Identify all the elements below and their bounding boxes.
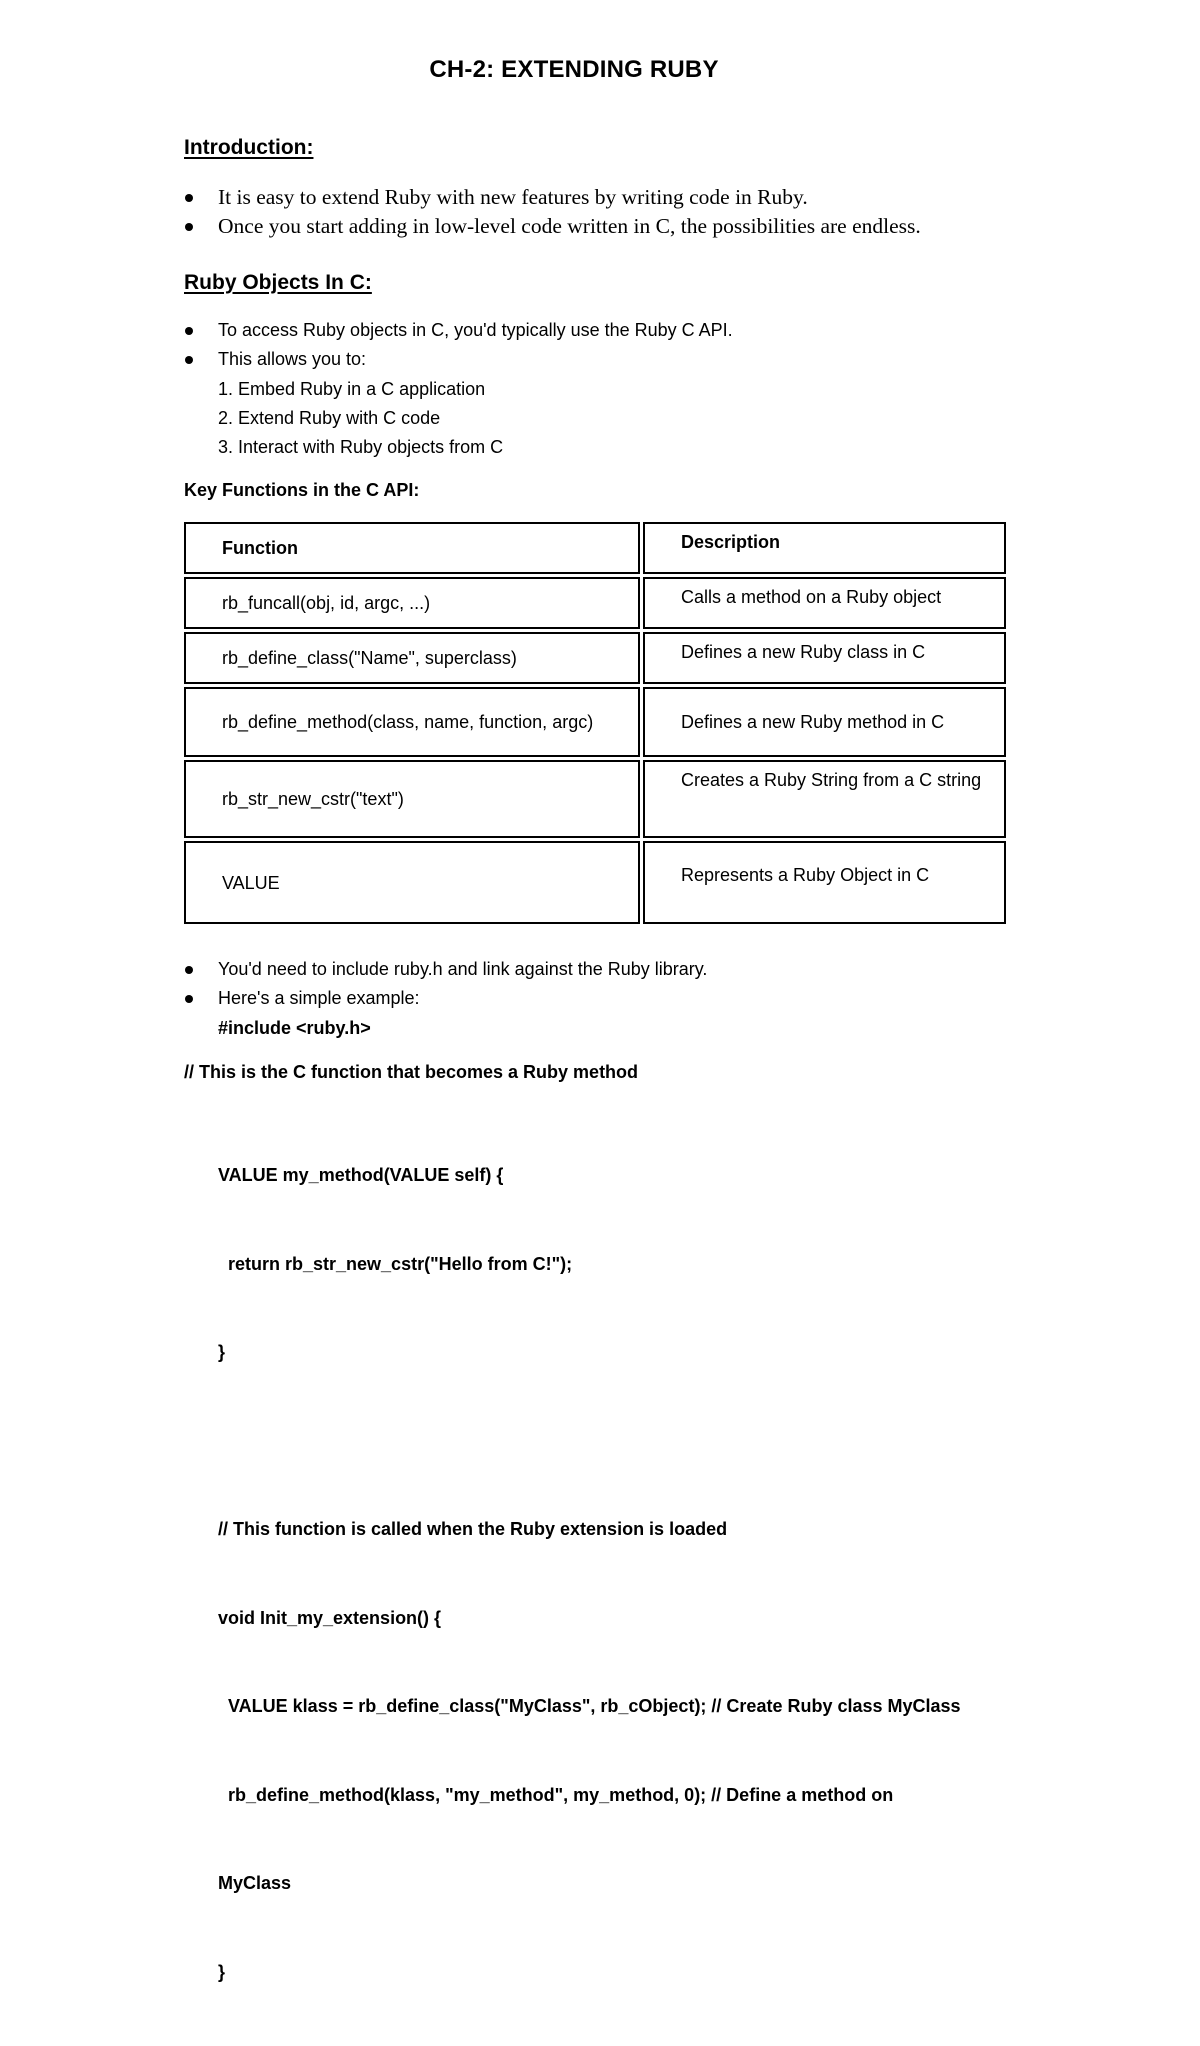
table-cell-function: rb_define_method(class, name, function, argc) <box>184 687 640 757</box>
table-cell-function: VALUE <box>184 841 640 924</box>
code-include: #include <ruby.h> <box>218 1018 371 1038</box>
objects-bullet-list <box>184 316 984 374</box>
key-functions-label: Key Functions in the C API: <box>184 480 420 500</box>
list-item: 1. Embed Ruby in a C application <box>218 379 486 399</box>
page-title: CH-2: EXTENDING RUBY <box>429 56 719 83</box>
list-item: 3. Interact with Ruby objects from C <box>218 437 504 457</box>
after-table-bullet-list <box>184 955 984 1013</box>
code-block <box>218 1102 961 2046</box>
numbered-list <box>218 375 503 462</box>
table-row <box>184 760 1006 838</box>
table-cell-description: Creates a Ruby String from a C string <box>643 760 1006 838</box>
code-line: } <box>218 1342 226 1362</box>
code-line: // This function is called when the Ruby extension is loaded <box>218 1519 728 1539</box>
list-item: To access Ruby objects in C, you'd typically use the Ruby C API. <box>184 316 984 345</box>
code-line: VALUE klass = rb_define_class("MyClass", rb_cObject); // Create Ruby class MyClass <box>218 1696 961 1716</box>
code-line: return rb_str_new_cstr("Hello from C!"); <box>218 1253 573 1274</box>
table-row <box>184 632 1006 684</box>
table-row <box>184 577 1006 629</box>
objects-heading: Ruby Objects In C: <box>184 271 372 294</box>
table-cell-description: Defines a new Ruby class in C <box>643 632 1006 684</box>
table-cell-description: Represents a Ruby Object in C <box>643 841 1006 924</box>
list-item: It is easy to extend Ruby with new features by writing code in Ruby. <box>184 184 974 211</box>
code-line: } <box>218 1961 226 1982</box>
table-cell-function: rb_define_class("Name", superclass) <box>184 632 640 684</box>
header-function: Function <box>184 522 640 574</box>
code-line: MyClass <box>218 1873 292 1893</box>
table-cell-function: rb_str_new_cstr("text") <box>184 760 640 838</box>
table-header-row <box>184 522 1006 574</box>
api-table <box>184 522 1006 927</box>
list-item: Once you start adding in low-level code written in C, the possibilities are endless. <box>184 213 974 240</box>
list-item: 2. Extend Ruby with C code <box>218 408 441 428</box>
intro-heading: Introduction: <box>184 136 314 159</box>
code-line: VALUE my_method(VALUE self) { <box>218 1165 504 1185</box>
table-cell-function: rb_funcall(obj, id, argc, ...) <box>184 577 640 629</box>
header-description: Description <box>643 522 1006 574</box>
list-item: Here's a simple example: <box>184 984 984 1013</box>
table-cell-description: Defines a new Ruby method in C <box>643 687 1006 757</box>
intro-bullet-list <box>184 184 974 242</box>
list-item: You'd need to include ruby.h and link against the Ruby library. <box>184 955 984 984</box>
code-line <box>218 1427 961 1457</box>
table-cell-description: Calls a method on a Ruby object <box>643 577 1006 629</box>
list-item: This allows you to: <box>184 345 984 374</box>
table-row <box>184 687 1006 757</box>
code-comment: // This is the C function that becomes a Ruby method <box>184 1062 639 1082</box>
code-line: rb_define_method(klass, "my_method", my_method, 0); // Define a method on <box>218 1784 894 1805</box>
table-row <box>184 841 1006 924</box>
code-line: void Init_my_extension() { <box>218 1607 442 1628</box>
